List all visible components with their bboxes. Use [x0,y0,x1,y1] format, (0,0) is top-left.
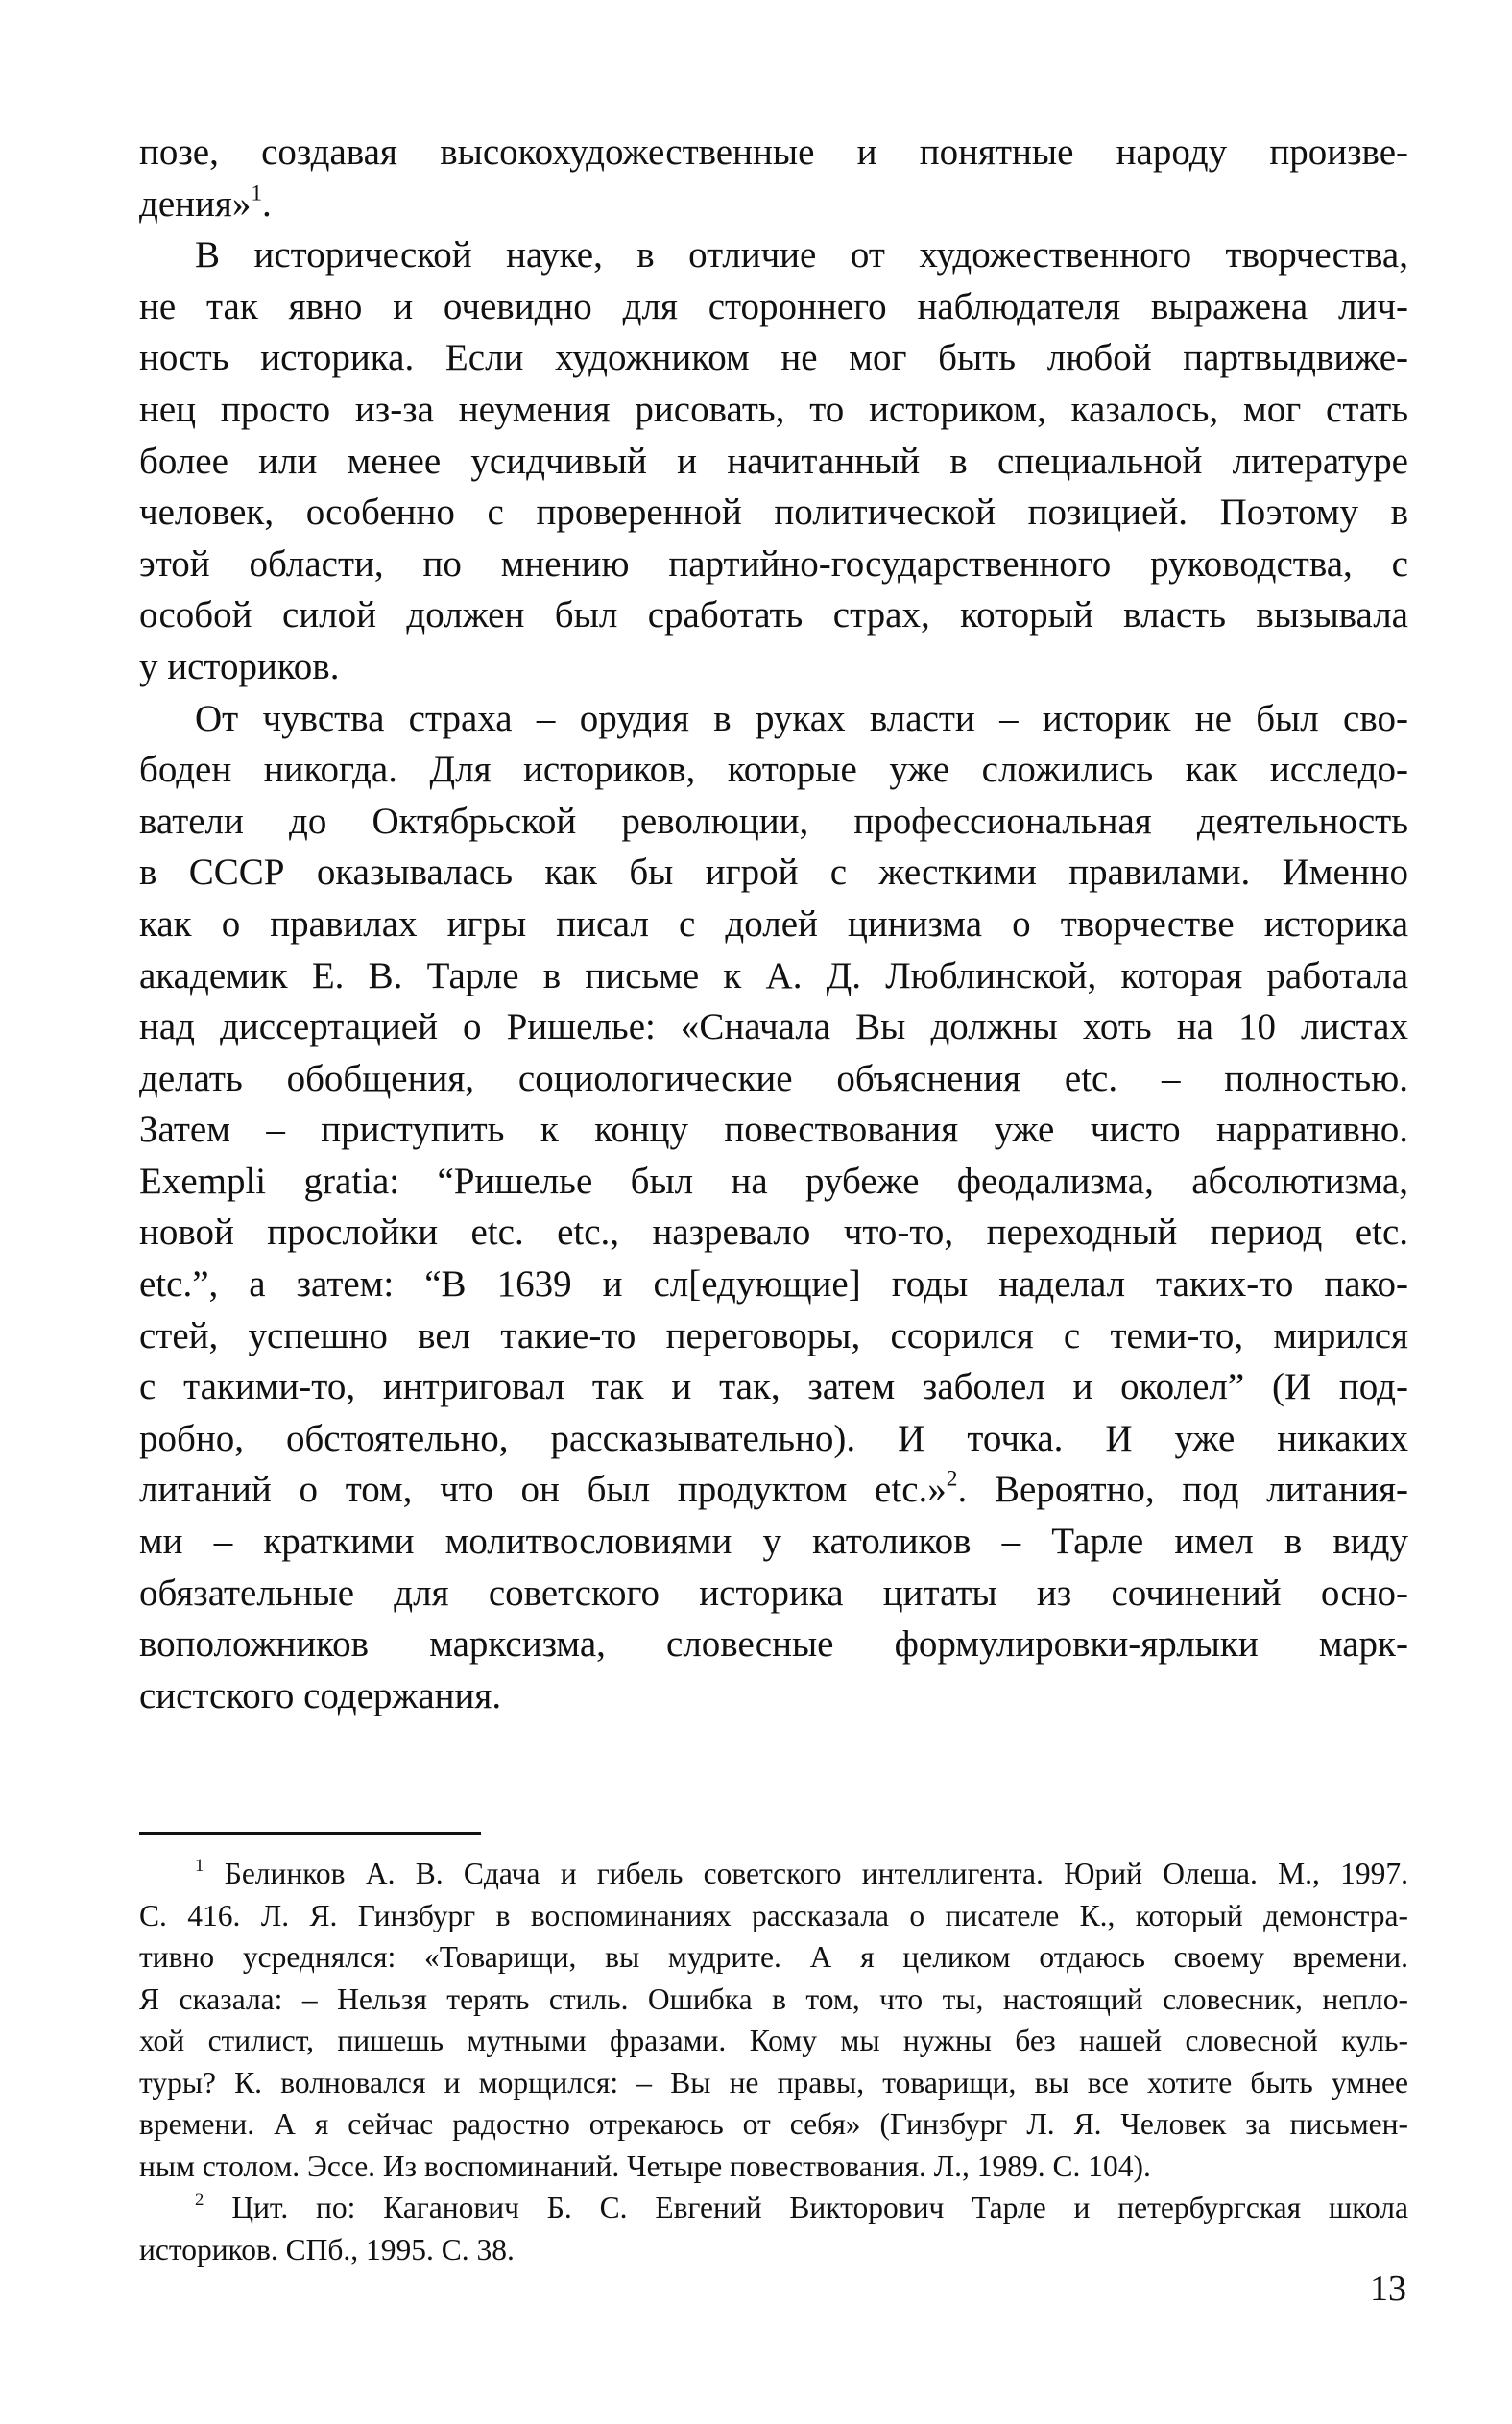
text-line: более или менее усидчивый и начитанный в специальной литературе [139,440,1408,482]
paragraph [139,127,1408,229]
text-line: Затем – приступить к концу повествования уже чисто нарративно. [139,1109,1408,1151]
footnote [139,2187,1408,2270]
footnote-line: времени. А я сейчас радостно отрекаюсь от себя» (Гинзбург Л. Я. Человек за письмен- [139,2107,1408,2141]
text-line: человек, особенно с проверенной политической позицией. Поэтому в [139,492,1408,534]
footnote-line: историков. СПб., 1995. С. 38. [139,2232,515,2267]
text-line: стей, успешно вел такие-то переговоры, ссорился с теми-то, мирился [139,1314,1408,1356]
text-line: не так явно и очевидно для стороннего наблюдателя выражена лич- [139,285,1408,327]
paragraph [139,229,1408,692]
text-line: ми – краткими молитвословиями у католиков – Тарле имел в виду [139,1521,1408,1563]
text-line: От чувства страха – орудия в руках власти – историк не был сво- [195,697,1408,739]
footnote-divider [139,1832,481,1835]
text-line: воположников марксизма, словесные формулировки-ярлыки марк- [139,1623,1408,1666]
text-line: В исторической науке, в отличие от художественного творчества, [195,234,1408,276]
text-line: дения»$^1$. [139,180,272,225]
footnote-line: Я сказала: – Нельзя терять стиль. Ошибка в том, что ты, настоящий словесник, непло- [139,1981,1408,2016]
footnote-line: тивно усреднялся: «Товарищи, вы мудрите. А я целиком отдаюсь своему времени. [139,1940,1408,1974]
text-line: etc.”, а затем: “В 1639 и сл[едующие] годы наделал таких-то пако- [139,1263,1408,1306]
body-text [139,127,1408,1721]
text-line: обязательные для советского историка цитаты из сочинений осно- [139,1572,1408,1614]
text-line: у историков. [139,645,340,687]
text-line: ватели до Октябрьской революции, профессиональная деятельность [139,800,1408,842]
footnote [139,1853,1408,2187]
text-line: над диссертацией о Ришелье: «Сначала Вы должны хоть на 10 листах [139,1006,1408,1048]
footnote-line: С. 416. Л. Я. Гинзбург в воспоминаниях рассказала о писателе К., который демонстра- [139,1898,1408,1932]
footnote-line: туры? К. волновался и морщился: – Вы не правы, товарищи, вы все хотите быть умнее [139,2065,1408,2100]
text-line: новой прослойки etc. etc., назревало что-то, переходный период etc. [139,1212,1408,1254]
footnote-line: $^2$ Цит. по: Каганович Б. С. Евгений Викторович Тарле и петербургская школа [195,2189,1408,2224]
text-line: ность историка. Если художником не мог быть любой партвыдвиже- [139,337,1408,379]
text-line: академик Е. В. Тарле в письме к А. Д. Люблинской, которая работала [139,954,1408,996]
footnote-line: хой стилист, пишешь мутными фразами. Кому мы нужны без нашей словесной куль- [139,2024,1408,2057]
text-line: литаний о том, что он был продуктом etc.»$^2$. Вероятно, под литания- [139,1467,1408,1511]
footnotes [139,1853,1408,2270]
footnote-line: $^1$ Белинков А. В. Сдача и гибель советского интеллигента. Юрий Олеша. М., 1997. [195,1855,1408,1890]
page-number: 13 [1370,2268,1406,2309]
footnote-line: ным столом. Эссе. Из воспоминаний. Четыре повествования. Л., 1989. С. 104). [139,2148,1151,2183]
text-line: нец просто из-за неумения рисовать, то историком, казалось, мог стать [139,388,1408,430]
text-line: делать обобщения, социологические объяснения etc. – полностью. [139,1057,1408,1099]
paragraph [139,693,1408,1722]
text-line: систского содержания. [139,1674,502,1716]
text-line: в СССР оказывалась как бы игрой с жесткими правилами. Именно [139,852,1408,894]
text-line: этой области, по мнению партийно-государственного руководства, с [139,542,1408,585]
text-line: робно, обстоятельно, рассказывательно). И точка. И уже никаких [139,1417,1408,1459]
text-line: Exempli gratia: “Ришелье был на рубеже феодализма, абсолютизма, [139,1160,1408,1202]
text-line: как о правилах игры писал с долей цинизма о творчестве историка [139,902,1408,945]
text-line: с такими-то, интриговал так и так, затем заболел и околел” (И под- [139,1366,1408,1408]
text-line: особой силой должен был сработать страх, который власть вызывала [139,594,1408,636]
text-line: боден никогда. Для историков, которые уже сложились как исследо- [139,749,1408,791]
text-line: позе, создавая высокохудожественные и понятные народу произве- [139,132,1408,173]
